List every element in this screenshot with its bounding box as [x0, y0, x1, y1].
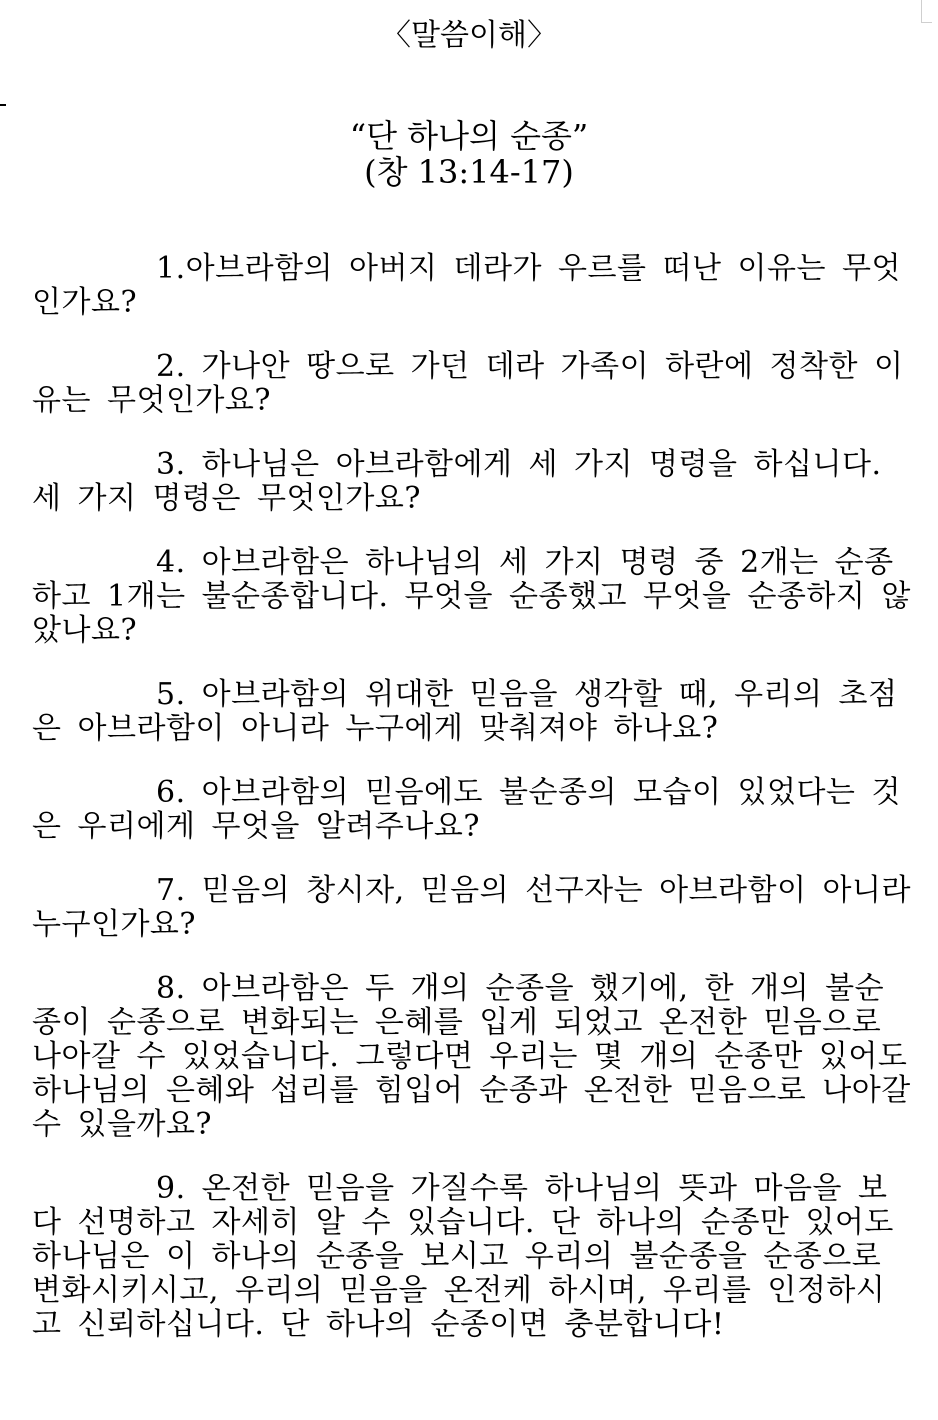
question-item: 5. 아브라함의 위대한 믿음을 생각할 때, 우리의 초점은 아브라함이 아니라 누구에게 맞춰져야 하나요?: [32, 677, 898, 746]
sermon-title: “단 하나의 순종”: [349, 117, 589, 155]
question-item: 4. 아브라함은 하나님의 세 가지 명령 중 2개는 순종하고 1개는 불순종합니다. 무엇을 순종했고 무엇을 순종하지 않았나요?: [32, 545, 911, 648]
question-item: 9. 온전한 믿음을 가질수록 하나님의 뜻과 마음을 보다 선명하고 자세히 알 수 있습니다. 단 하나의 순종만 있어도 하나님은 이 하나의 순종을 보시고 우리의 불순종을 순종으로 변화시키시고, 우리의 믿음을 온전케 하시며, 우리를 인정하시고 신뢰하십니다. 단 하나의 순종이면 충분합니다!: [32, 1171, 894, 1342]
question-item: 8. 아브라함은 두 개의 순종을 했기에, 한 개의 불순종이 순종으로 변화되는 은혜를 입게 되었고 온전한 믿음으로 나아갈 수 있었습니다. 그렇다면 우리는 몇 개의 순종만 있어도 하나님의 은혜와 섭리를 힘입어 순종과 온전한 믿음으로 나아갈 수 있을까요?: [32, 971, 911, 1142]
question-item: 6. 아브라함의 믿음에도 불순종의 모습이 있었다는 것은 우리에게 무엇을 알려주나요?: [32, 775, 901, 844]
question-list: [32, 222, 912, 1372]
question-item: 7. 믿음의 창시자, 믿음의 선구자는 아브라함이 아니라 누구인가요?: [32, 873, 911, 942]
margin-marker: [0, 104, 6, 106]
question-item: 2. 가나안 땅으로 가던 데라 가족이 하란에 정착한 이유는 무엇인가요?: [32, 349, 904, 418]
section-header: 〈말씀이해〉: [381, 18, 557, 53]
question-item: 1.아브라함의 아버지 데라가 우르를 떠난 이유는 무엇인가요?: [32, 251, 901, 320]
scripture-reference: (창 13:14-17): [364, 153, 574, 191]
title-block: [0, 118, 938, 190]
question-item: 3. 하나님은 아브라함에게 세 가지 명령을 하십니다. 세 가지 명령은 무엇인가요?: [32, 447, 882, 516]
